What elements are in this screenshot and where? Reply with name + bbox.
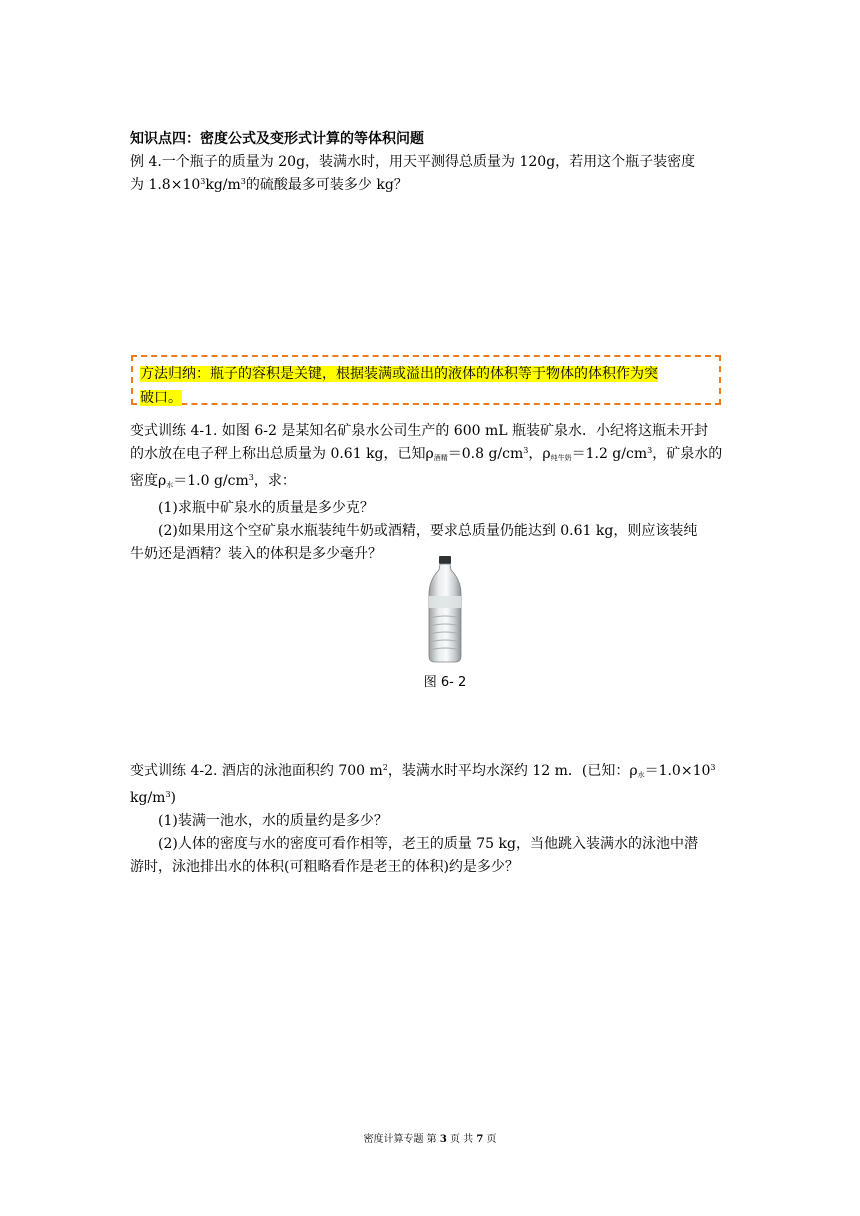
figure-caption: 图 6- 2 [423, 675, 467, 690]
variant-4-1-line1: 变式训练 4-1. 如图 6-2 是某知名矿泉水公司生产的 600 mL 瓶装矿泉水．小纪将这瓶未开封 [130, 423, 708, 439]
variant-4-2-question-1: (1)装满一池水，水的质量约是多少？ [158, 813, 388, 829]
variant-4-1-question-2-cont: 牛奶还是酒精？装入的体积是多少毫升？ [130, 546, 382, 562]
variant-4-2-line1: 变式训练 4-2. 酒店的泳池面积约 700 $m^2$，装满水时平均水深约 12 m．(已知：$\rho_水=1.0\times 10^3$ [130, 763, 716, 779]
method-line-1: 方法归纳：瓶子的容积是关键，根据装满或溢出的液体的体积等于物体的体积作为突 [140, 366, 658, 382]
page-number: 3 [439, 1134, 447, 1145]
variant-4-2-question-2-cont: 游时，泳池排出水的体积(可粗略看作是老王的体积)约是多少？ [130, 859, 519, 875]
variant-4-1 [130, 420, 730, 566]
variant-4-1-question-1: (1)求瓶中矿泉水的质量是多少克？ [158, 500, 374, 516]
variant-4-1-line2: 的水放在电子秤上称出总质量为 0.61 kg，已知$\rho_{酒精}=0.8$ $g/cm^3$，$\rho_{纯牛奶}=1.2$ $g/cm^3$，矿泉水的 [130, 446, 723, 462]
variant-4-1-question-2: (2)如果用这个空矿泉水瓶装纯牛奶或酒精，要求总质量仍能达到 0.61 kg，则应该装纯 [158, 523, 698, 539]
example-4-line1: 例 4.一个瓶子的质量为 20g，装满水时，用天平测得总质量为 120g，若用这个瓶子装密度 [130, 154, 696, 170]
section-title: 知识点四：密度公式及变形式计算的等体积问题 [130, 131, 424, 147]
example-4 [130, 151, 730, 197]
variant-4-2-line2: $kg/m^3$) [130, 790, 176, 806]
variant-4-1-line3: 密度$\rho_水=1.0$ $g/cm^3$，求： [130, 473, 296, 489]
variant-4-2 [130, 760, 730, 879]
method-summary-text [140, 362, 715, 410]
page-footer: 密度计算专题 第 3 页 共 7 页 [363, 1134, 497, 1145]
example-4-line2: 为 $1.8\times 10^3kg/m^3$的硫酸最多可装多少 kg？ [130, 177, 408, 193]
page-total: 7 [476, 1134, 484, 1145]
method-line-2: 破口。 [140, 390, 182, 406]
variant-4-2-question-2: (2)人体的密度与水的密度可看作相等，老王的质量 75 kg，当他跳入装满水的泳池中潜 [158, 836, 698, 852]
water-bottle-image [425, 556, 465, 664]
